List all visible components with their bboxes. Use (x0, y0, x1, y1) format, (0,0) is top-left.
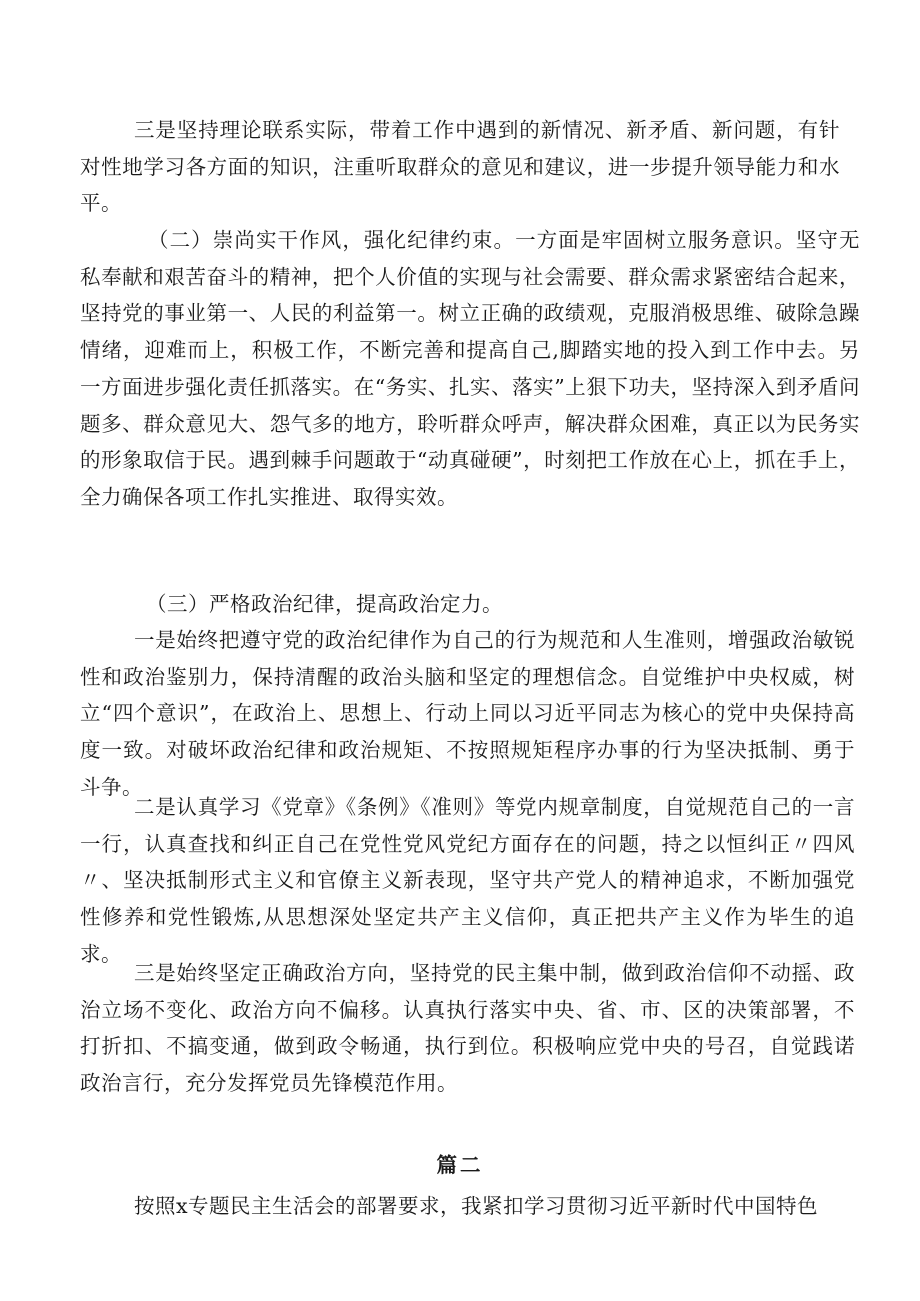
paragraph-point-two: 二是认真学习《党章》《条例》《准则》等党内规章制度，自觉规范自己的一言一行，认真查找和纠正自己在党性党风党纪方面存在的问题，持之以恒纠正〃四风〃、坚决抵制形式主义和官僚主义新表现，坚守共产党人的精神追求，不断加强党性修养和党性锻炼,从思想深处坚定共产主义信仰，真正把共产主义作为毕生的追求。 (80, 795, 855, 966)
paragraph-theory-practice: 三是坚持理论联系实际，带着工作中遇到的新情况、新矛盾、新问题，有针对性地学习各方面的知识，注重听取群众的意见和建议，进一步提升领导能力和水平。 (80, 118, 840, 216)
paragraph-subheading-political-discipline: （三）严格政治纪律，提高政治定力。 (146, 592, 503, 616)
paragraph-point-one: 一是始终把遵守党的政治纪律作为自己的行为规范和人生准则，增强政治敏锐性和政治鉴别力，保持清醒的政治头脑和坚定的理想信念。自觉维护中央权威，树立“四个意识”，在政治上、思想上、行动上同以习近平同志为核心的党中央保持高度一致。对破坏政治纪律和政治规矩、不按照规矩程序办事的行为坚决抵制、勇于斗争。 (80, 628, 855, 799)
paragraph-work-style: （二）崇尚实干作风，强化纪律约束。一方面是牢固树立服务意识。坚守无私奉献和艰苦奋斗的精神，把个人价值的实现与社会需要、群众需求紧密结合起来，坚持党的事业第一、人民的利益第一。树立正确的政绩观，克服消极思维、破除急躁情绪，迎难而上，积极工作，不断完善和提高自己,脚踏实地的投入到工作中去。另一方面进步强化责任抓落实。在“务实、扎实、落实”上狠下功夫，坚持深入到矛盾问题多、群众意见大、怨气多的地方，聆听群众呼声，解决群众困难，真正以为民务实的形象取信于民。遇到棘手问题敢于“动真碰硬”，时刻把工作放在心上，抓在手上，全力确保各项工作扎实推进、取得实效。 (80, 228, 860, 509)
paragraph-final-line: 按照x专题民主生活会的部署要求，我紧扣学习贯彻习近平新时代中国特色 (134, 1194, 819, 1218)
section-heading: 篇二 (436, 1153, 484, 1177)
paragraph-point-three: 三是始终坚定正确政治方向，坚持党的民主集中制，做到政治信仰不动摇、政治立场不变化、政治方向不偏移。认真执行落实中央、省、市、区的决策部署，不打折扣、不搞变通，做到政令畅通，执行到位。积极响应党中央的号召，自觉践诺政治言行，充分发挥党员先锋模范作用。 (80, 961, 855, 1096)
